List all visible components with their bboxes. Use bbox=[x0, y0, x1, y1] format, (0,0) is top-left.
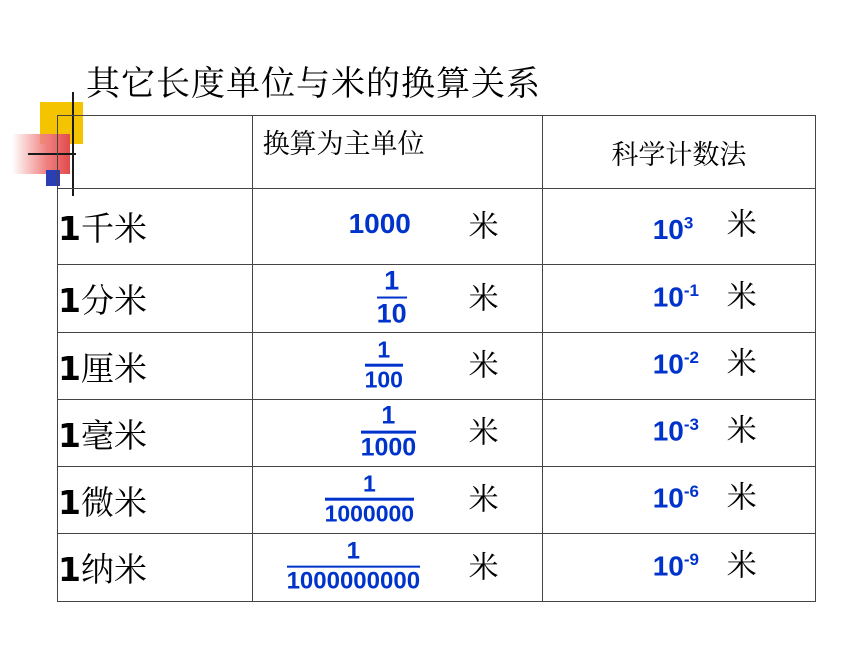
scientific-notation bbox=[653, 348, 699, 380]
meter-label: 米 bbox=[468, 482, 499, 518]
meter-label: 米 bbox=[468, 280, 499, 316]
meter-label: 米 bbox=[726, 548, 757, 584]
scientific-notation bbox=[653, 550, 699, 582]
meter-label: 米 bbox=[468, 208, 499, 244]
sci-exponent: 3 bbox=[683, 212, 694, 232]
scientific-notation bbox=[653, 213, 694, 245]
unit-number: 1 bbox=[58, 281, 81, 320]
fraction bbox=[287, 539, 420, 594]
unit-cell bbox=[58, 534, 253, 602]
fraction-denominator: 1000000000 bbox=[286, 567, 421, 595]
meter-label: 米 bbox=[726, 480, 757, 516]
unit-number: 1 bbox=[58, 348, 81, 388]
fraction-numerator: 1 bbox=[381, 401, 396, 430]
fraction-numerator: 1 bbox=[377, 336, 391, 363]
sci-base: 10 bbox=[652, 213, 684, 245]
page-title: 其它长度单位与米的换算关系 bbox=[86, 64, 541, 104]
sci-exponent: -2 bbox=[683, 348, 699, 368]
sci-base: 10 bbox=[652, 550, 684, 582]
sci-base: 10 bbox=[652, 415, 684, 447]
unit-cell bbox=[58, 467, 253, 534]
scientific-cell bbox=[542, 333, 815, 400]
fraction-denominator: 100 bbox=[364, 366, 403, 393]
conversion-table bbox=[57, 115, 816, 602]
scientific-notation bbox=[653, 281, 699, 313]
sci-base: 10 bbox=[652, 281, 684, 313]
fraction-denominator: 1000000 bbox=[324, 500, 415, 527]
fraction bbox=[364, 336, 403, 393]
scientific-cell bbox=[542, 534, 815, 602]
table-row bbox=[58, 534, 816, 602]
fraction-denominator: 1000 bbox=[360, 433, 417, 462]
header-cell-unit bbox=[58, 116, 253, 189]
unit-cell bbox=[58, 333, 253, 400]
table-row bbox=[58, 265, 816, 333]
conversion-cell bbox=[252, 189, 542, 265]
unit-number: 1 bbox=[58, 482, 81, 522]
meter-label: 米 bbox=[726, 279, 757, 315]
scientific-cell bbox=[542, 189, 815, 265]
table-row bbox=[58, 467, 816, 534]
fraction-numerator: 1 bbox=[362, 470, 376, 497]
sci-exponent: -9 bbox=[683, 549, 699, 569]
header-cell-scientific: 科学计数法 bbox=[542, 116, 815, 189]
fraction-numerator: 1 bbox=[346, 537, 360, 565]
unit-name: 千米 bbox=[80, 209, 147, 248]
meter-label: 米 bbox=[726, 346, 757, 382]
sci-exponent: -1 bbox=[683, 280, 699, 300]
fraction bbox=[360, 401, 417, 462]
scientific-cell bbox=[542, 400, 815, 467]
conversion-cell bbox=[252, 333, 542, 400]
meter-label: 米 bbox=[468, 415, 499, 451]
meter-label: 米 bbox=[468, 549, 499, 585]
unit-cell bbox=[58, 400, 253, 467]
table-row bbox=[58, 189, 816, 265]
conversion-cell bbox=[252, 265, 542, 333]
conversion-cell bbox=[252, 534, 542, 602]
unit-name: 微米 bbox=[80, 482, 147, 522]
header-cell-conversion: 换算为主单位 bbox=[252, 116, 542, 189]
unit-name: 分米 bbox=[80, 281, 147, 320]
meter-label: 米 bbox=[726, 207, 757, 243]
unit-name: 厘米 bbox=[80, 348, 147, 388]
fraction bbox=[377, 267, 407, 328]
scientific-notation bbox=[653, 482, 699, 514]
sci-base: 10 bbox=[652, 348, 684, 380]
meter-label: 米 bbox=[726, 413, 757, 449]
table-row bbox=[58, 400, 816, 467]
unit-cell bbox=[58, 265, 253, 333]
unit-number: 1 bbox=[58, 415, 81, 455]
table-header-row bbox=[58, 116, 816, 189]
meter-label: 米 bbox=[468, 348, 499, 384]
fraction-numerator: 1 bbox=[384, 265, 400, 296]
unit-number: 1 bbox=[58, 209, 81, 248]
unit-number: 1 bbox=[58, 550, 81, 589]
table-row bbox=[58, 333, 816, 400]
scientific-notation bbox=[653, 415, 699, 447]
conversion-cell bbox=[252, 400, 542, 467]
sci-base: 10 bbox=[652, 482, 684, 514]
unit-cell bbox=[58, 189, 253, 265]
conversion-value: 1000 bbox=[348, 207, 411, 239]
sci-exponent: -3 bbox=[683, 415, 699, 435]
scientific-cell bbox=[542, 265, 815, 333]
unit-name: 毫米 bbox=[80, 415, 147, 455]
scientific-cell bbox=[542, 467, 815, 534]
unit-name: 纳米 bbox=[80, 550, 147, 589]
sci-exponent: -6 bbox=[683, 482, 699, 502]
fraction-denominator: 10 bbox=[376, 298, 407, 329]
fraction bbox=[324, 470, 415, 527]
conversion-cell bbox=[252, 467, 542, 534]
